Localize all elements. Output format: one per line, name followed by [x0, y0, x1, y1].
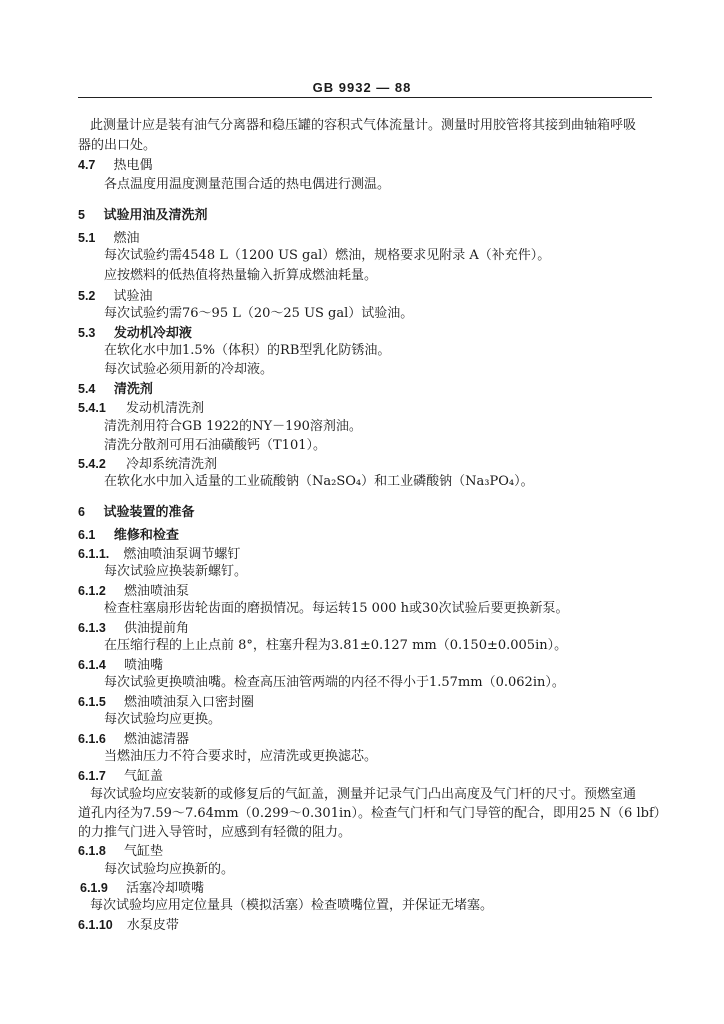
section-number: 4.7 [78, 158, 96, 172]
section-title: 水泵皮带 [126, 918, 179, 933]
body-text: 清洗分散剂可用石油磺酸钙（T101）。 [104, 438, 326, 453]
section-heading [78, 843, 163, 860]
body-text: 在软化水中加1.5%（体积）的RB型乳化防锈油。 [104, 343, 391, 358]
body-text: 每次试验均应用定位量具（模拟活塞）检查喷嘴位置，并保证无堵塞。 [90, 898, 494, 913]
section-heading [78, 157, 153, 174]
section-title: 活塞冷却喷嘴 [125, 881, 204, 896]
section-heading [78, 288, 153, 305]
section-number: 6.1.1. [78, 547, 110, 561]
section-title: 燃油滤清器 [123, 732, 189, 747]
section-title: 喷油嘴 [123, 658, 163, 673]
body-text: 在压缩行程的上止点前 8°，柱塞升程为3.81±0.127 mm（0.150±0.005in）。 [104, 638, 568, 653]
section-title: 气缸垫 [123, 844, 163, 859]
body-text: 各点温度用温度测量范围合适的热电偶进行测温。 [104, 177, 391, 192]
body-text: 检查柱塞扇形齿轮齿面的磨损情况。每运转15 000 h或30次试验后要更换新泵。 [104, 601, 569, 616]
body-text: 每次试验应换装新螺钉。 [104, 564, 248, 579]
section-heading [78, 381, 153, 398]
body-text: 道孔内径为7.59～7.64mm（0.299～0.301in）。检查气门杆和气门导管的配合，即用25 N（6 lbf） [78, 806, 667, 821]
section-title: 试验油 [113, 289, 153, 304]
section-title: 燃油喷油泵入口密封圈 [123, 695, 254, 710]
section-heading [78, 768, 163, 785]
section-heading [78, 527, 179, 544]
section-heading [78, 207, 208, 224]
section-heading [78, 620, 189, 637]
section-heading [78, 325, 192, 342]
section-title: 燃油喷油泵调节螺钉 [123, 547, 241, 562]
body-text: 应按燃料的低热值将热量输入折算成燃油耗量。 [104, 268, 378, 283]
section-number: 6.1.2 [78, 584, 106, 598]
section-heading [78, 230, 140, 247]
section-number: 5 [78, 208, 85, 222]
section-title: 发动机清洗剂 [125, 401, 204, 416]
section-number: 5.4 [78, 382, 96, 396]
section-title: 气缸盖 [123, 769, 163, 784]
section-heading [78, 694, 254, 711]
body-text: 的力推气门进入导管时，应感到有轻微的阻力。 [78, 825, 352, 840]
section-title: 冷却系统清洗剂 [125, 457, 217, 472]
body-text: 此测量计应是装有油气分离器和稳压罐的容积式气体流量计。测量时用胶管将其接到曲轴箱呼吸 [90, 118, 637, 133]
section-heading [78, 731, 189, 748]
section-heading [78, 657, 163, 674]
section-number: 6.1 [78, 528, 96, 542]
section-heading [78, 504, 195, 521]
section-number: 6.1.7 [78, 769, 106, 783]
section-title: 燃油 [113, 231, 140, 246]
section-number: 6.1.5 [78, 695, 106, 709]
section-number: 5.4.2 [78, 457, 106, 471]
section-title: 清洗剂 [113, 382, 153, 397]
section-number: 6.1.10 [78, 918, 113, 932]
section-title: 燃油喷油泵 [123, 584, 189, 599]
section-number: 6 [78, 505, 85, 519]
body-text: 每次试验约需4548 L（1200 US gal）燃油，规格要求见附录 A（补充件）。 [104, 248, 551, 263]
section-number: 6.1.4 [78, 658, 106, 672]
page-header: GB 9932 — 88 [312, 80, 412, 95]
body-text: 每次试验均应换新的。 [104, 862, 235, 877]
section-title: 供油提前角 [123, 621, 189, 636]
body-text: 在软化水中加入适量的工业硫酸钠（Na₂SO₄）和工业磷酸钠（Na₃PO₄）。 [104, 474, 534, 489]
body-text: 每次试验均应更换。 [104, 712, 222, 727]
section-heading [78, 583, 189, 600]
section-number: 6.1.9 [80, 881, 108, 895]
section-heading [78, 917, 179, 934]
section-number: 6.1.3 [78, 621, 106, 635]
section-heading [78, 456, 217, 473]
body-text: 器的出口处。 [78, 138, 157, 153]
section-heading [78, 400, 204, 417]
body-text: 清洗剂用符合GB 1922的NY－190溶剂油。 [104, 419, 362, 434]
body-text: 每次试验约需76～95 L（20～25 US gal）试验油。 [104, 306, 414, 321]
section-title: 试验用油及清洗剂 [103, 208, 208, 223]
section-title: 试验装置的准备 [103, 505, 195, 520]
section-number: 5.2 [78, 289, 96, 303]
body-text: 每次试验必须用新的冷却液。 [104, 362, 274, 377]
section-heading [80, 880, 204, 897]
section-number: 6.1.6 [78, 732, 106, 746]
section-number: 6.1.8 [78, 844, 106, 858]
section-number: 5.1 [78, 231, 96, 245]
body-text: 每次试验更换喷油嘴。检查高压油管两端的内径不得小于1.57mm（0.062in）。 [104, 675, 565, 690]
section-number: 5.4.1 [78, 401, 106, 415]
section-number: 5.3 [78, 326, 96, 340]
section-heading [78, 546, 240, 563]
body-text: 每次试验均应安装新的或修复后的气缸盖，测量并记录气门凸出高度及气门杆的尺寸。预燃室通 [90, 787, 637, 802]
body-text: 当燃油压力不符合要求时，应清洗或更换滤芯。 [104, 749, 378, 764]
section-title: 热电偶 [113, 158, 153, 173]
section-title: 维修和检查 [113, 528, 179, 543]
section-title: 发动机冷却液 [113, 326, 192, 341]
